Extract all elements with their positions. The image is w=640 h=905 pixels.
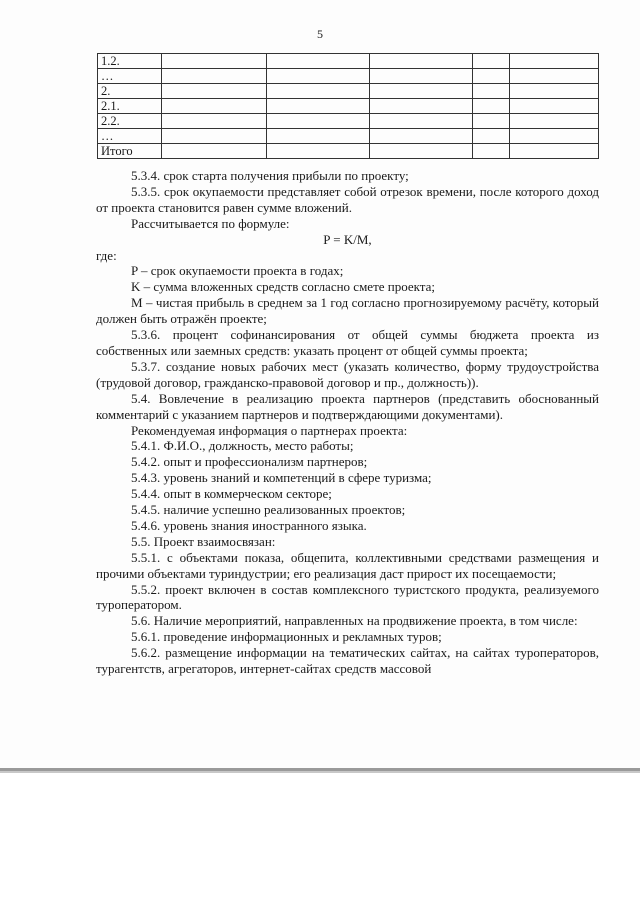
paragraph: 5.4.5. наличие успешно реализованных проектов; — [131, 502, 406, 518]
table-cell: 2. — [98, 84, 162, 99]
table-row — [98, 84, 599, 99]
table-cell: Итого — [98, 144, 162, 159]
table-row — [98, 99, 599, 114]
table-row — [98, 69, 599, 84]
paragraph: Рассчитывается по формуле: — [131, 215, 290, 231]
table-cell: 2.1. — [98, 99, 162, 114]
table-cell — [162, 129, 267, 144]
table-cell — [510, 144, 599, 159]
table-cell: … — [98, 69, 162, 84]
table-row — [98, 129, 599, 144]
paragraph: 5.4. Вовлечение в реализацию проекта партнеров (представить обоснованный комментарий с указанием партнеров и подтверждающими документами). — [96, 390, 599, 422]
table-cell — [473, 99, 510, 114]
table-cell — [370, 99, 473, 114]
paragraph: 5.4.1. Ф.И.О., должность, место работы; — [131, 438, 354, 454]
table-cell — [162, 114, 267, 129]
paragraph: 5.6. Наличие мероприятий, направленных на продвижение проекта, в том числе: — [131, 613, 578, 629]
table-cell — [267, 99, 370, 114]
paragraph: где: — [96, 247, 117, 263]
table-cell — [370, 69, 473, 84]
table-row — [98, 54, 599, 69]
table-cell — [473, 84, 510, 99]
table-cell: 1.2. — [98, 54, 162, 69]
paragraph: 5.3.4. срок старта получения прибыли по проекту; — [131, 168, 409, 183]
table-cell — [473, 129, 510, 144]
table-cell — [510, 99, 599, 114]
paragraph: 5.3.7. создание новых рабочих мест (указать количество, форму трудоустройства (трудовой договор, гражданско-правовой договор и пр., должность)). — [96, 358, 599, 390]
table-row — [98, 114, 599, 129]
paragraph: 5.4.4. опыт в коммерческом секторе; — [131, 486, 332, 502]
paragraph: M – чистая прибыль в среднем за 1 год согласно прогнозируемому расчёту, который должен быть отражён проекте; — [96, 295, 599, 327]
paragraph: 5.4.6. уровень знания иностранного языка. — [131, 517, 367, 533]
document-body — [96, 168, 599, 677]
paragraph: 5.3.5. срок окупаемости представляет собой отрезок времени, после которого доход от проекта становится равен сумме вложений. — [96, 183, 599, 215]
paragraph: 5.3.6. процент софинансирования от общей суммы бюджета проекта из собственных или заемных средств: указать процент от общей суммы проекта; — [96, 327, 599, 358]
table-cell — [370, 84, 473, 99]
table-cell — [267, 54, 370, 69]
paragraph: 5.5.1. с объектами показа, общепита, коллективными средствами размещения и прочими объектами туриндустрии; его реализация даст прирост их посещаемости; — [96, 549, 599, 581]
table-cell — [162, 144, 267, 159]
paragraph: 5.5. Проект взаимосвязан: — [131, 533, 276, 549]
table-cell — [473, 144, 510, 159]
page-number: 5 — [317, 27, 323, 41]
table-cell: 2.2. — [98, 114, 162, 129]
table-cell — [162, 99, 267, 114]
table-cell — [510, 114, 599, 129]
table-cell — [267, 69, 370, 84]
table-row — [98, 144, 599, 159]
table-cell — [162, 69, 267, 84]
paragraph: P – срок окупаемости проекта в годах; — [131, 263, 344, 279]
table-cell — [267, 84, 370, 99]
table-cell — [370, 129, 473, 144]
table-cell: … — [98, 129, 162, 144]
table-cell — [370, 54, 473, 69]
paragraph: 5.4.3. уровень знаний и компетенций в сфере туризма; — [131, 470, 432, 486]
table-cell — [267, 129, 370, 144]
table-cell — [370, 114, 473, 129]
table-cell — [473, 114, 510, 129]
paragraph: 5.5.2. проект включен в состав комплексного туристского продукта, реализуемого туроператором. — [96, 581, 599, 613]
paragraph: K – сумма вложенных средств согласно смете проекта; — [131, 279, 436, 295]
table-cell — [510, 129, 599, 144]
paragraph: 5.4.2. опыт и профессионализм партнеров; — [131, 454, 368, 470]
paragraph: 5.6.2. размещение информации на тематических сайтах, на сайтах туроператоров, турагентств, агрегаторов, интернет-сайтах средств массовой — [96, 645, 599, 677]
table-cell — [267, 114, 370, 129]
table-cell — [370, 144, 473, 159]
budget-table — [97, 53, 599, 159]
table-cell — [473, 54, 510, 69]
paragraph: 5.6.1. проведение информационных и рекламных туров; — [131, 629, 442, 645]
table-cell — [267, 144, 370, 159]
table-cell — [473, 69, 510, 84]
table-cell — [162, 84, 267, 99]
table-cell — [510, 69, 599, 84]
paragraph: Рекомендуемая информация о партнерах проекта: — [131, 422, 408, 438]
formula: P = K/M, — [323, 231, 372, 247]
table-cell — [162, 54, 267, 69]
table-cell — [510, 54, 599, 69]
table-cell — [510, 84, 599, 99]
